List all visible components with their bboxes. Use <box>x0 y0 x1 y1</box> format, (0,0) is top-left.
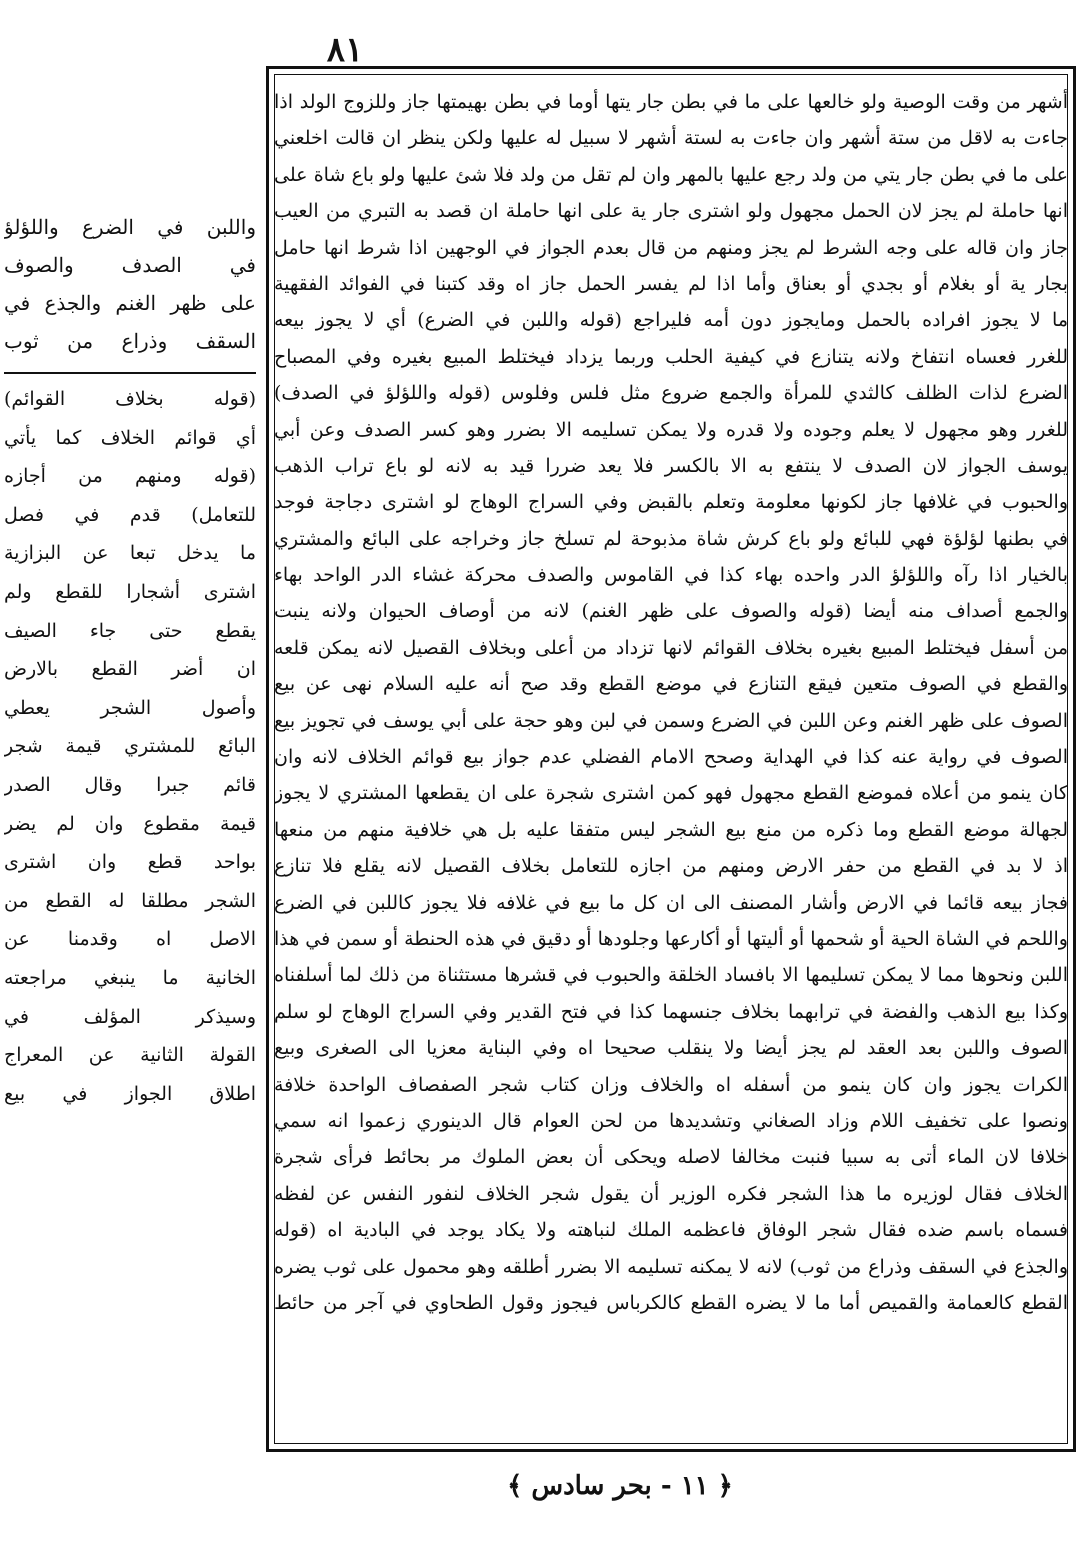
main-text-line: والجمع أصداف منه أيضا (قوله والصوف على ظهر الغنم) لانه من أوصاف الحيوان ولانه ينبت <box>274 600 1068 623</box>
main-text-line: على ما في بطن جار يتي من ولد رجع عليها بالمهر وان لم تقل من ولد فلا شئ عليها ولو باع شاة على <box>274 163 1068 186</box>
margin-note-line: اطلاق الجواز في بيع <box>4 1082 256 1105</box>
main-text-line: بجار ية أو بغلام أو بجدي أو بعناق وأما اذا لم يفسر الحمل جاز اه وقد كتبنا في الفوائد الفقهية <box>274 272 1068 295</box>
main-text-line: جاز وان قاله على وجه الشرط لم يجز ومنهم من قال بعدم الجواز في الوجهين اذا شرط انها حامل <box>274 236 1068 259</box>
main-text-line: اللبن ونحوها مما لا يمكن تسليمها الا بافساد الخلقة والحبوب في قشرها مستثناة من ذلك لما أسلفناه <box>274 964 1068 987</box>
main-text-line: والحبوب في غلافها جاز لكونها معلومة وتعلم بالقبض وفي السراج الوهاج لو اشترى دجاجة فوجد <box>274 491 1068 514</box>
margin-note-line: الشجر مطلقا له القطع من <box>4 889 256 912</box>
main-text-line: بالخيار اذا رآه واللؤلؤ الدر واحده بهاء كذا في القاموس والصدف محركة غشاء الدر الواحد بهاء <box>274 564 1068 587</box>
main-text-line: كان ينمو من أعلاه فموضع القطع مجهول فهو كمن اشترى شجرة على ان يقطعها المشتري لا يجوز <box>274 782 1068 805</box>
margin-divider <box>4 372 256 374</box>
margin-note-line: (قوله بخلاف القوائم) <box>4 388 256 410</box>
main-text-line: والجذع في السقف وذراع من ثوب) لانه لا يمكنه تسليمه الا بضرر أطلقه وهو محمول على ثوب يضره <box>274 1255 1068 1278</box>
main-text-line: اذ لا بد في القطع من حفر الارض ومنهم من اجازه للتعامل بخلاف القصيل لانه يقلع فلا تنازع <box>274 855 1068 878</box>
main-text-line: من أسفل فيختلط المبيع بغيره بخلاف القوائم لانها تزداد من أعلى وبخلاف القصيل لانه يمكن قلعه <box>274 636 1068 659</box>
main-text-line: يوسف الجواز لان الصدف لا ينتفع به الا بالكسر فلا يعد ضررا قيد به لانه لو باع تراب الذهب <box>274 454 1068 477</box>
main-text-line: الخلاف فقال لوزيره ما هذا الشجر فكره الوزير أن يقول شجر الخلاف لنفور النفس عن لفظه <box>274 1182 1068 1205</box>
margin-matn-line: السقف وذراع من ثوب <box>4 329 256 353</box>
main-text-line: الصوف واللبن بعد العقد لم يجز أيضا ولا ينقلب صحيحا اه وفي البناية معزيا الى الصغرى وبيع <box>274 1037 1068 1060</box>
margin-note-line: البائع للمشتري قيمة شجر <box>4 735 256 758</box>
main-text-line: جاءت به لاقل من ستة أشهر وان جاءت به لستة أشهر لا سبيل له عليها ولكن ينظر ان قالت اخلعني <box>274 127 1068 150</box>
main-text-line: الكرات يجوز وان كان ينمو من أسفله اه والخلاف وزان كتاب شجر الصفصاف الواحدة خلافة <box>274 1073 1068 1096</box>
main-text-line: للغرر فعساه انتفاخ ولانه يتنازع في كيفية الحلب وربما يزداد فيختلط المبيع بغيره وفي المصباح <box>274 345 1068 368</box>
margin-matn-line: واللبن في الضرع واللؤلؤ <box>4 215 256 239</box>
main-text-line: خلافا لان الماء أتى به سبيا فنبت مخالفا لاصله ويحكى أن بعض الملوك مر بحائط فرأى شجرة <box>274 1146 1068 1169</box>
main-text-line: القطع كالعمامة والقميص أما ما لا يضره القطع كالكرباس فيجوز وقول الطحاوي في آجر من حائط <box>274 1291 1068 1314</box>
main-text-line: والقطع في الصوف متعين فيقع التنازع في موضع القطع وقد صح أنه عليه السلام نهى عن بيع <box>274 673 1068 696</box>
main-text-line: انها حاملة لم يجز لان الحمل مجهول ولو اشترى جار ية على انها حاملة ان قصد به التبري من العيب <box>274 200 1068 223</box>
main-text-line: فسماه باسم ضده فقال شجر الوفاق فاعظمه الملك لنباهته ولا يكاد يوجد في البادية اه (قوله <box>274 1219 1068 1242</box>
margin-note-line: يقطع حتى جاء الصيف <box>4 619 256 642</box>
main-text-line: وكذا بيع الذهب والفضة في ترابهما بخلاف جنسهما كذا في فتح القدير وفي السراج الوهاج لو سلم <box>274 1000 1068 1023</box>
main-text-line: الصوف على ظهر الغنم وعن اللبن في الضرع وسمن في لبن وهو حجة على أبي يوسف في تجويز بيع <box>274 709 1068 732</box>
margin-note-line: وسيذكر المؤلف في <box>4 1005 256 1028</box>
main-text-line: واللحم في الشاة الحية أو شحمها أو أليتها أو أكارعها وجلودها أو دقيق في هذه الحنطة أو سمن في هذا <box>274 927 1068 950</box>
main-text-line: ونصوا على تخفيف اللام وزاد الصغاني وتشديدها من لحن العوام قال الدينوري زعموا انه سمي <box>274 1109 1068 1132</box>
margin-note-line: القولة الثانية عن المعراج <box>4 1044 256 1067</box>
margin-matn-line: على ظهر الغنم والجذع في <box>4 291 256 315</box>
page-number: ٨١ <box>326 30 364 70</box>
margin-notes-block <box>4 380 256 1210</box>
margin-note-line: وأصول الشجر يعطي <box>4 696 256 719</box>
margin-note-line: ان أضر القطع بالارض <box>4 658 256 681</box>
main-text-line: لجهالة موضع القطع وما ذكره من منع بيع الشجر ليس متفقا عليه بل هي خلافية منهم من منعها <box>274 818 1068 841</box>
main-text-line: في بطنها لؤلؤة فهي للبائع ولو باع كرش شاة مذبوحة لم تسلخ جاز وخراجه على البائع والمشتري <box>274 527 1068 550</box>
main-text-line: فجاز بيعه قائما في الارض وأشار المصنف الى ان كل ما بيع في غلافه فلا يجوز كاللبن في الضرع <box>274 891 1068 914</box>
margin-note-line: بواحد قطع وان اشترى <box>4 851 256 874</box>
margin-note-line: الخانية ما ينبغي مراجعته <box>4 966 256 989</box>
margin-note-line: أي قوائم الخلاف كما يأتي <box>4 426 256 449</box>
margin-note-line: اشترى أشجارا للقطع ولم <box>4 580 256 603</box>
margin-note-line: قيمة مقطوع وان لم يضر <box>4 812 256 835</box>
margin-note-line: للتعامل) قدم في فصل <box>4 503 256 526</box>
main-text-line: ما لا يجوز افراده بالحمل ومايجوز دون أمه فليراجع (قوله واللبن في الضرع) أي لا يجوز بيعه <box>274 309 1068 332</box>
main-text-block <box>274 84 1068 1444</box>
margin-note-line: ما يدخل تبعا عن البزازية <box>4 542 256 565</box>
main-text-line: الضرع لذات الظلف كالثدي للمرأة والجمع ضروع مثل فلس وفلوس (قوله واللؤلؤ في الصدف) <box>274 382 1068 405</box>
margin-matn-line: في الصدف والصوف <box>4 253 256 277</box>
main-text-line: للغرر وهو مجهول لا يعلم وجوده ولا قدره ولا يمكن تسليمه الا بضرر وهو كسر الصدف وعن أبي <box>274 418 1068 441</box>
margin-note-line: (قوله ومنهم من أجازه <box>4 465 256 488</box>
footer-signature: ﴿ ١١ - بحر سادس ﴾ <box>507 1471 733 1501</box>
margin-note-line: قائم جبرا وقال الصدر <box>4 773 256 796</box>
margin-note-line: الاصل اه وقدمنا عن <box>4 928 256 951</box>
main-text-line: أشهر من وقت الوصية ولو خالعها على ما في بطن جار يتها أوما في بطن بهيمتها جاز وللزوج الولد اذا <box>274 91 1068 113</box>
main-text-line: الصوف في رواية عنه كذا في الهداية وصحح الامام الفضلي عدم جواز بيع قوائم الخلاف لانه وان <box>274 746 1068 769</box>
